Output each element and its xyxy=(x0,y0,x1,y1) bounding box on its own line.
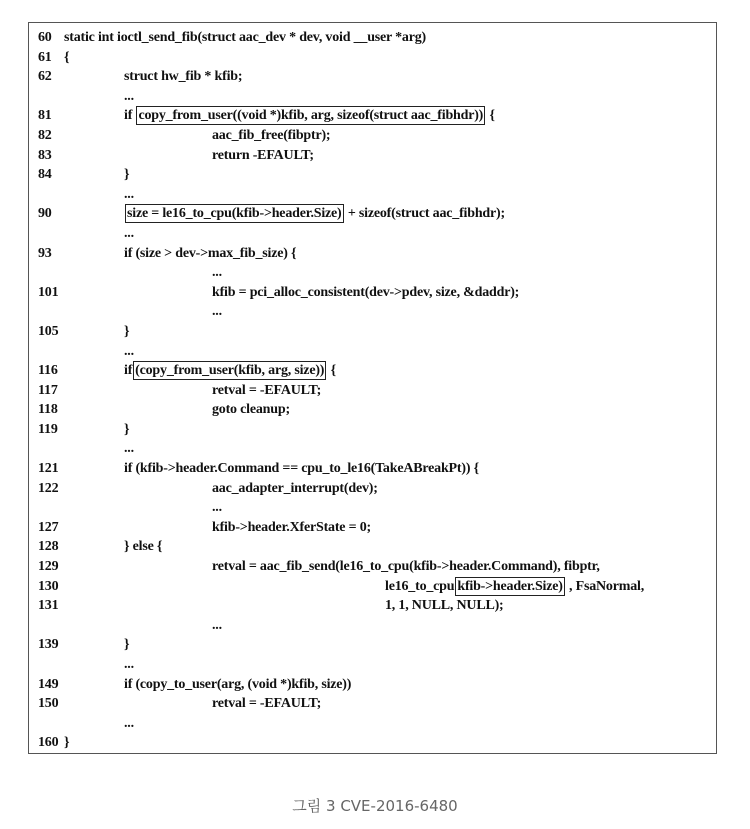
code-line xyxy=(29,616,716,636)
code-listing xyxy=(29,28,716,753)
code-segment: } xyxy=(64,735,70,751)
code-line xyxy=(29,204,716,224)
line-number: 116 xyxy=(38,363,58,379)
code-line xyxy=(29,577,716,597)
code-line xyxy=(29,675,716,695)
code-line xyxy=(29,67,716,87)
code-text xyxy=(124,106,495,126)
code-line xyxy=(29,165,716,185)
line-number: 131 xyxy=(38,598,59,614)
code-text xyxy=(124,420,129,440)
line-number: 128 xyxy=(38,539,59,555)
code-segment: if (size > dev->max_fib_size) { xyxy=(124,245,297,261)
code-line xyxy=(29,283,716,303)
code-text xyxy=(124,675,351,695)
code-line xyxy=(29,224,716,244)
code-text xyxy=(212,302,222,322)
code-segment: } xyxy=(124,167,130,183)
code-figure xyxy=(28,22,717,754)
code-text xyxy=(124,185,134,205)
code-text xyxy=(212,479,378,499)
code-text xyxy=(64,48,69,68)
code-segment: retval = -EFAULT; xyxy=(212,696,322,712)
code-text xyxy=(212,126,330,146)
code-text xyxy=(64,28,426,48)
code-line xyxy=(29,498,716,518)
code-segment: kfib = pci_alloc_consistent(dev->pdev, size, &daddr); xyxy=(212,284,520,300)
code-segment: goto cleanup; xyxy=(212,402,290,418)
code-line xyxy=(29,244,716,264)
code-segment: struct hw_fib * kfib; xyxy=(124,69,243,85)
code-text xyxy=(212,263,222,283)
highlight-box: (copy_from_user(kfib, arg, size)) xyxy=(135,363,325,379)
line-number: 130 xyxy=(38,578,59,594)
code-text xyxy=(124,244,296,264)
code-text xyxy=(212,146,314,166)
code-segment: { xyxy=(64,49,70,65)
code-line xyxy=(29,400,716,420)
line-number: 117 xyxy=(38,382,58,398)
line-number: 119 xyxy=(38,421,58,437)
code-segment: } xyxy=(124,637,130,653)
code-line xyxy=(29,518,716,538)
code-line xyxy=(29,48,716,68)
line-number: 160 xyxy=(38,735,59,751)
code-text xyxy=(64,733,69,753)
code-segment: ... xyxy=(124,225,134,241)
code-text xyxy=(212,557,600,577)
code-line xyxy=(29,126,716,146)
code-line xyxy=(29,596,716,616)
line-number: 81 xyxy=(38,108,52,124)
code-line xyxy=(29,420,716,440)
code-line xyxy=(29,655,716,675)
code-text xyxy=(124,224,134,244)
line-number: 62 xyxy=(38,69,52,85)
code-segment: retval = aac_fib_send(le16_to_cpu(kfib->header.Command), fibptr, xyxy=(212,559,600,575)
line-number: 82 xyxy=(38,127,52,143)
line-number: 105 xyxy=(38,323,59,339)
code-segment: le16_to_cpu xyxy=(385,578,455,594)
code-line xyxy=(29,557,716,577)
line-number: 127 xyxy=(38,519,59,535)
code-segment: aac_fib_free(fibptr); xyxy=(212,127,331,143)
code-line xyxy=(29,28,716,48)
code-segment: { xyxy=(486,108,495,124)
code-segment: kfib->header.XferState = 0; xyxy=(212,519,371,535)
code-line xyxy=(29,694,716,714)
figure-caption: 그림 3 CVE-2016-6480 xyxy=(292,797,458,815)
code-segment: + sizeof(struct aac_fibhdr); xyxy=(344,206,505,222)
line-number: 83 xyxy=(38,147,52,163)
code-segment: return -EFAULT; xyxy=(212,147,314,163)
code-text xyxy=(124,714,134,734)
code-segment: 1, 1, NULL, NULL); xyxy=(385,598,504,614)
line-number: 61 xyxy=(38,49,52,65)
code-text xyxy=(212,616,222,636)
line-number: 84 xyxy=(38,167,52,183)
code-line xyxy=(29,87,716,107)
code-line xyxy=(29,322,716,342)
code-line xyxy=(29,459,716,479)
line-number: 150 xyxy=(38,696,59,712)
code-line xyxy=(29,635,716,655)
code-line xyxy=(29,714,716,734)
code-text xyxy=(212,518,371,538)
code-line xyxy=(29,185,716,205)
code-line xyxy=(29,302,716,322)
code-line xyxy=(29,439,716,459)
code-segment: if (kfib->header.Command == cpu_to_le16(TakeABreakPt)) { xyxy=(124,461,479,477)
highlight-box: size = le16_to_cpu(kfib->header.Size) xyxy=(127,206,342,222)
line-number: 149 xyxy=(38,676,59,692)
code-text xyxy=(124,342,134,362)
highlight-box: kfib->header.Size) xyxy=(457,578,563,594)
code-segment: ... xyxy=(212,500,222,516)
code-line xyxy=(29,537,716,557)
code-text xyxy=(212,400,290,420)
code-segment: } xyxy=(124,421,130,437)
line-number: 93 xyxy=(38,245,52,261)
code-text xyxy=(385,577,644,597)
code-segment: ... xyxy=(124,657,134,672)
code-text xyxy=(124,204,505,224)
line-number: 121 xyxy=(38,461,59,477)
code-text xyxy=(124,459,479,479)
code-segment: if xyxy=(124,363,133,379)
code-segment: , FsaNormal, xyxy=(565,578,644,594)
code-line xyxy=(29,361,716,381)
code-segment: static int ioctl_send_fib(struct aac_dev * dev, void __user *arg) xyxy=(64,30,426,45)
code-text xyxy=(212,694,321,714)
line-number: 101 xyxy=(38,284,59,300)
code-text xyxy=(124,322,129,342)
code-text xyxy=(212,283,519,303)
code-text xyxy=(124,165,129,185)
code-segment: ... xyxy=(212,617,222,633)
code-segment: } xyxy=(124,323,130,339)
highlight-box: copy_from_user((void *)kfib, arg, sizeof(struct aac_fibhdr)) xyxy=(138,108,484,124)
code-line xyxy=(29,106,716,126)
code-line xyxy=(29,381,716,401)
code-segment: if (copy_to_user(arg, (void *)kfib, size)) xyxy=(124,676,352,692)
code-segment: ... xyxy=(124,715,134,731)
code-text xyxy=(124,67,242,87)
line-number: 60 xyxy=(38,30,52,45)
code-text xyxy=(212,498,222,518)
code-text xyxy=(124,87,134,107)
code-segment: ... xyxy=(124,343,134,359)
code-segment: ... xyxy=(124,186,134,202)
code-line xyxy=(29,733,716,753)
code-line xyxy=(29,146,716,166)
code-segment: { xyxy=(327,363,336,379)
code-line xyxy=(29,342,716,362)
code-text xyxy=(212,381,321,401)
code-segment: ... xyxy=(124,88,134,104)
code-segment: retval = -EFAULT; xyxy=(212,382,322,398)
line-number: 139 xyxy=(38,637,59,653)
line-number: 129 xyxy=(38,559,59,575)
code-segment: ... xyxy=(212,265,222,281)
line-number: 122 xyxy=(38,480,59,496)
code-text xyxy=(124,635,129,655)
code-segment: if xyxy=(124,108,136,124)
code-text xyxy=(385,596,504,616)
code-text xyxy=(124,537,162,557)
code-line xyxy=(29,479,716,499)
line-number: 118 xyxy=(38,402,58,418)
code-text xyxy=(124,655,134,675)
code-segment: ... xyxy=(212,304,222,320)
line-number: 90 xyxy=(38,206,52,222)
code-segment: aac_adapter_interrupt(dev); xyxy=(212,480,378,496)
code-segment: } else { xyxy=(124,539,163,555)
code-line xyxy=(29,263,716,283)
code-text xyxy=(124,361,336,381)
code-text xyxy=(124,439,134,459)
code-segment: ... xyxy=(124,441,134,457)
